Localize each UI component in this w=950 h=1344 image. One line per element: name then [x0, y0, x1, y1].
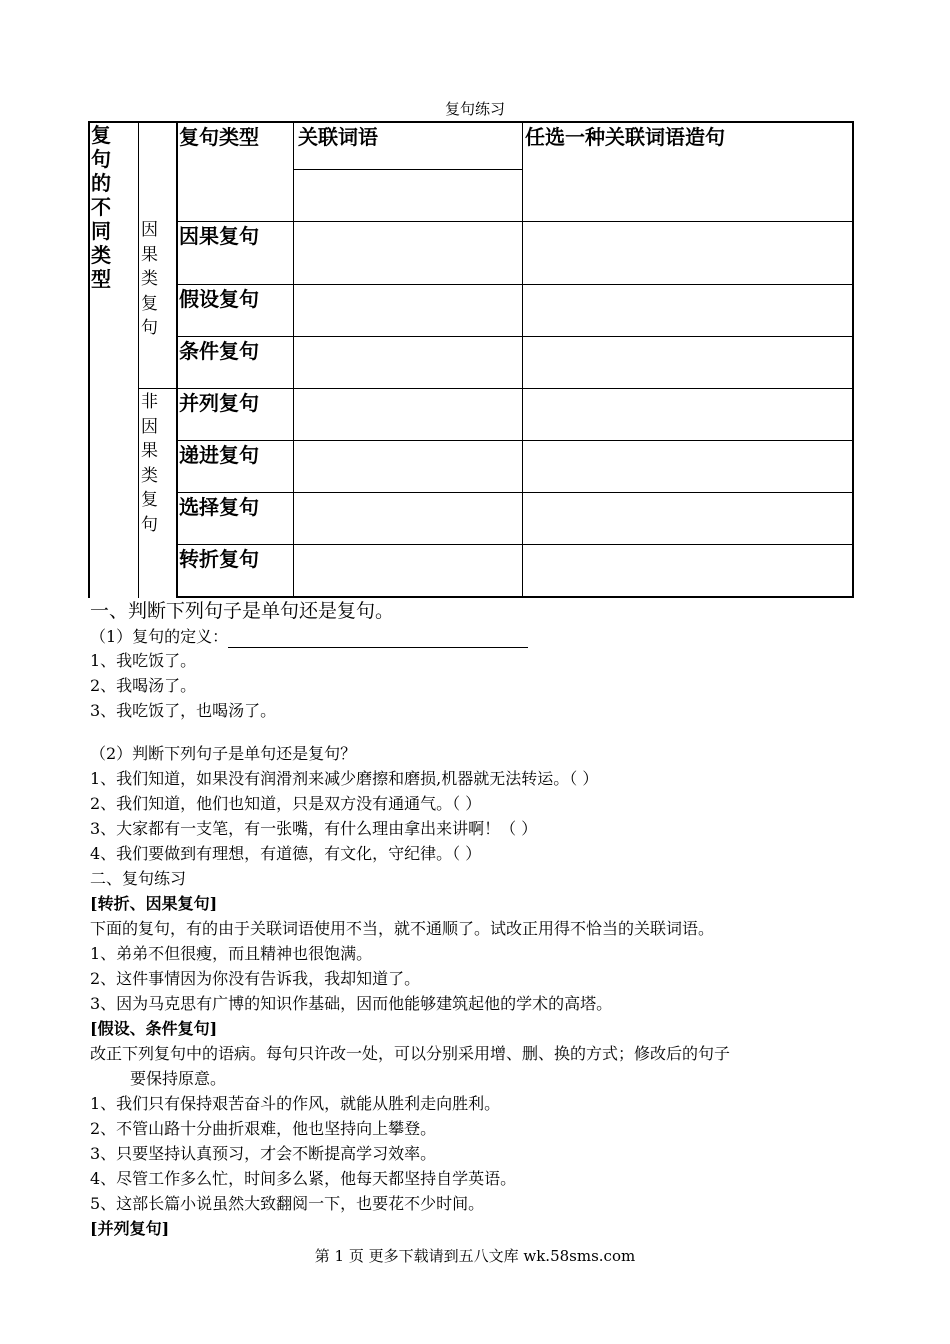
section1-heading: 一、判断下列句子是单句还是复句。: [90, 600, 395, 622]
part1-instruction: 下面的复句，有的由于关联词语使用不当，就不通顺了。试改正用得不恰当的关联词语。: [90, 919, 715, 938]
type-adversative: 转折复句: [179, 547, 259, 571]
type-causal: 因果复句: [179, 224, 259, 248]
document-title: 复句练习: [444, 100, 505, 118]
list-item: 1、我吃饭了。: [90, 651, 197, 670]
type-hypothetical: 假设复句: [179, 287, 259, 311]
table-vline-2: [176, 123, 178, 598]
list-item: 1、弟弟不但很瘦，而且精神也很饱满。: [90, 944, 373, 963]
page-footer: 第 1 页 更多下载请到五八文库 wk.58sms.com: [314, 1247, 636, 1265]
table-row-line: [138, 388, 852, 389]
group-label-causal: 因 果 类 复 句: [141, 220, 158, 338]
list-item: 1、我们只有保持艰苦奋斗的作风，就能从胜利走向胜利。: [90, 1094, 501, 1113]
definition-blank[interactable]: [228, 629, 528, 648]
table-row-line: [176, 284, 852, 285]
list-item: 2、不管山路十分曲折艰难，他也坚持向上攀登。: [90, 1119, 437, 1138]
section1-subheading: （2）判断下列句子是单句还是复句？: [90, 744, 357, 763]
part2-instruction-cont: 要保持原意。: [130, 1069, 227, 1088]
list-item: 5、这部长篇小说虽然大致翻阅一下，也要花不少时间。: [90, 1194, 485, 1213]
type-coordinate: 并列复句: [179, 391, 259, 415]
type-progressive: 递进复句: [179, 443, 259, 467]
table-border-left: [88, 121, 90, 598]
list-item: 2、这件事情因为你没有告诉我，我却知道了。: [90, 969, 421, 988]
header-type: 复句类型: [179, 125, 259, 149]
list-item: 3、只要坚持认真预习，才会不断提高学习效率。: [90, 1144, 437, 1163]
definition-line: [90, 626, 528, 648]
header-sentence: 任选一种关联词语造句: [525, 125, 725, 149]
judge-item: 1、我们知道，如果没有润滑剂来减少磨擦和磨损,机器就无法转运。（ ）: [90, 769, 599, 788]
part2-title: [假设、条件复句]: [90, 1019, 218, 1038]
table-row-line: [176, 492, 852, 493]
table-border-right: [852, 121, 854, 598]
type-alternative: 选择复句: [179, 495, 259, 519]
table-vline-3: [293, 123, 294, 598]
table-border-bottom: [176, 596, 854, 598]
part1-title: [转折、因果复句]: [90, 894, 218, 913]
list-item: 4、尽管工作多么忙，时间多么紧，他每天都坚持自学英语。: [90, 1169, 517, 1188]
table-header-split: [293, 169, 522, 170]
judge-item: 3、大家都有一支笔，有一张嘴，有什么理由拿出来讲啊！（ ）: [90, 819, 538, 838]
list-item: 2、我喝汤了。: [90, 676, 197, 695]
header-connectives: 关联词语: [298, 125, 378, 149]
table-main-label: 复 句 的 不 同 类 型: [91, 123, 111, 291]
list-item: 3、因为马克思有广博的知识作基础，因而他能够建筑起他的学术的高塔。: [90, 994, 613, 1013]
section2-heading: 二、复句练习: [90, 869, 187, 888]
judge-item: 4、我们要做到有理想，有道德，有文化，守纪律。（ ）: [90, 844, 482, 863]
table-vline-4: [522, 123, 523, 598]
table-row-line: [176, 221, 852, 222]
table-row-line: [176, 336, 852, 337]
part2-instruction: 改正下列复句中的语病。每句只许改一处，可以分别采用增、删、换的方式；修改后的句子: [90, 1044, 731, 1063]
group-label-non-causal: 非 因 果 类 复 句: [141, 392, 158, 535]
list-item: 3、我吃饭了，也喝汤了。: [90, 701, 277, 720]
table-vline-1: [138, 123, 139, 598]
type-conditional: 条件复句: [179, 339, 259, 363]
table-row-line: [176, 440, 852, 441]
table-row-line: [176, 544, 852, 545]
judge-item: 2、我们知道，他们也知道，只是双方没有通通气。（ ）: [90, 794, 482, 813]
definition-prompt: （1）复句的定义：: [90, 627, 229, 646]
part3-title: [并列复句]: [90, 1219, 170, 1238]
table-border-top: [88, 121, 854, 123]
